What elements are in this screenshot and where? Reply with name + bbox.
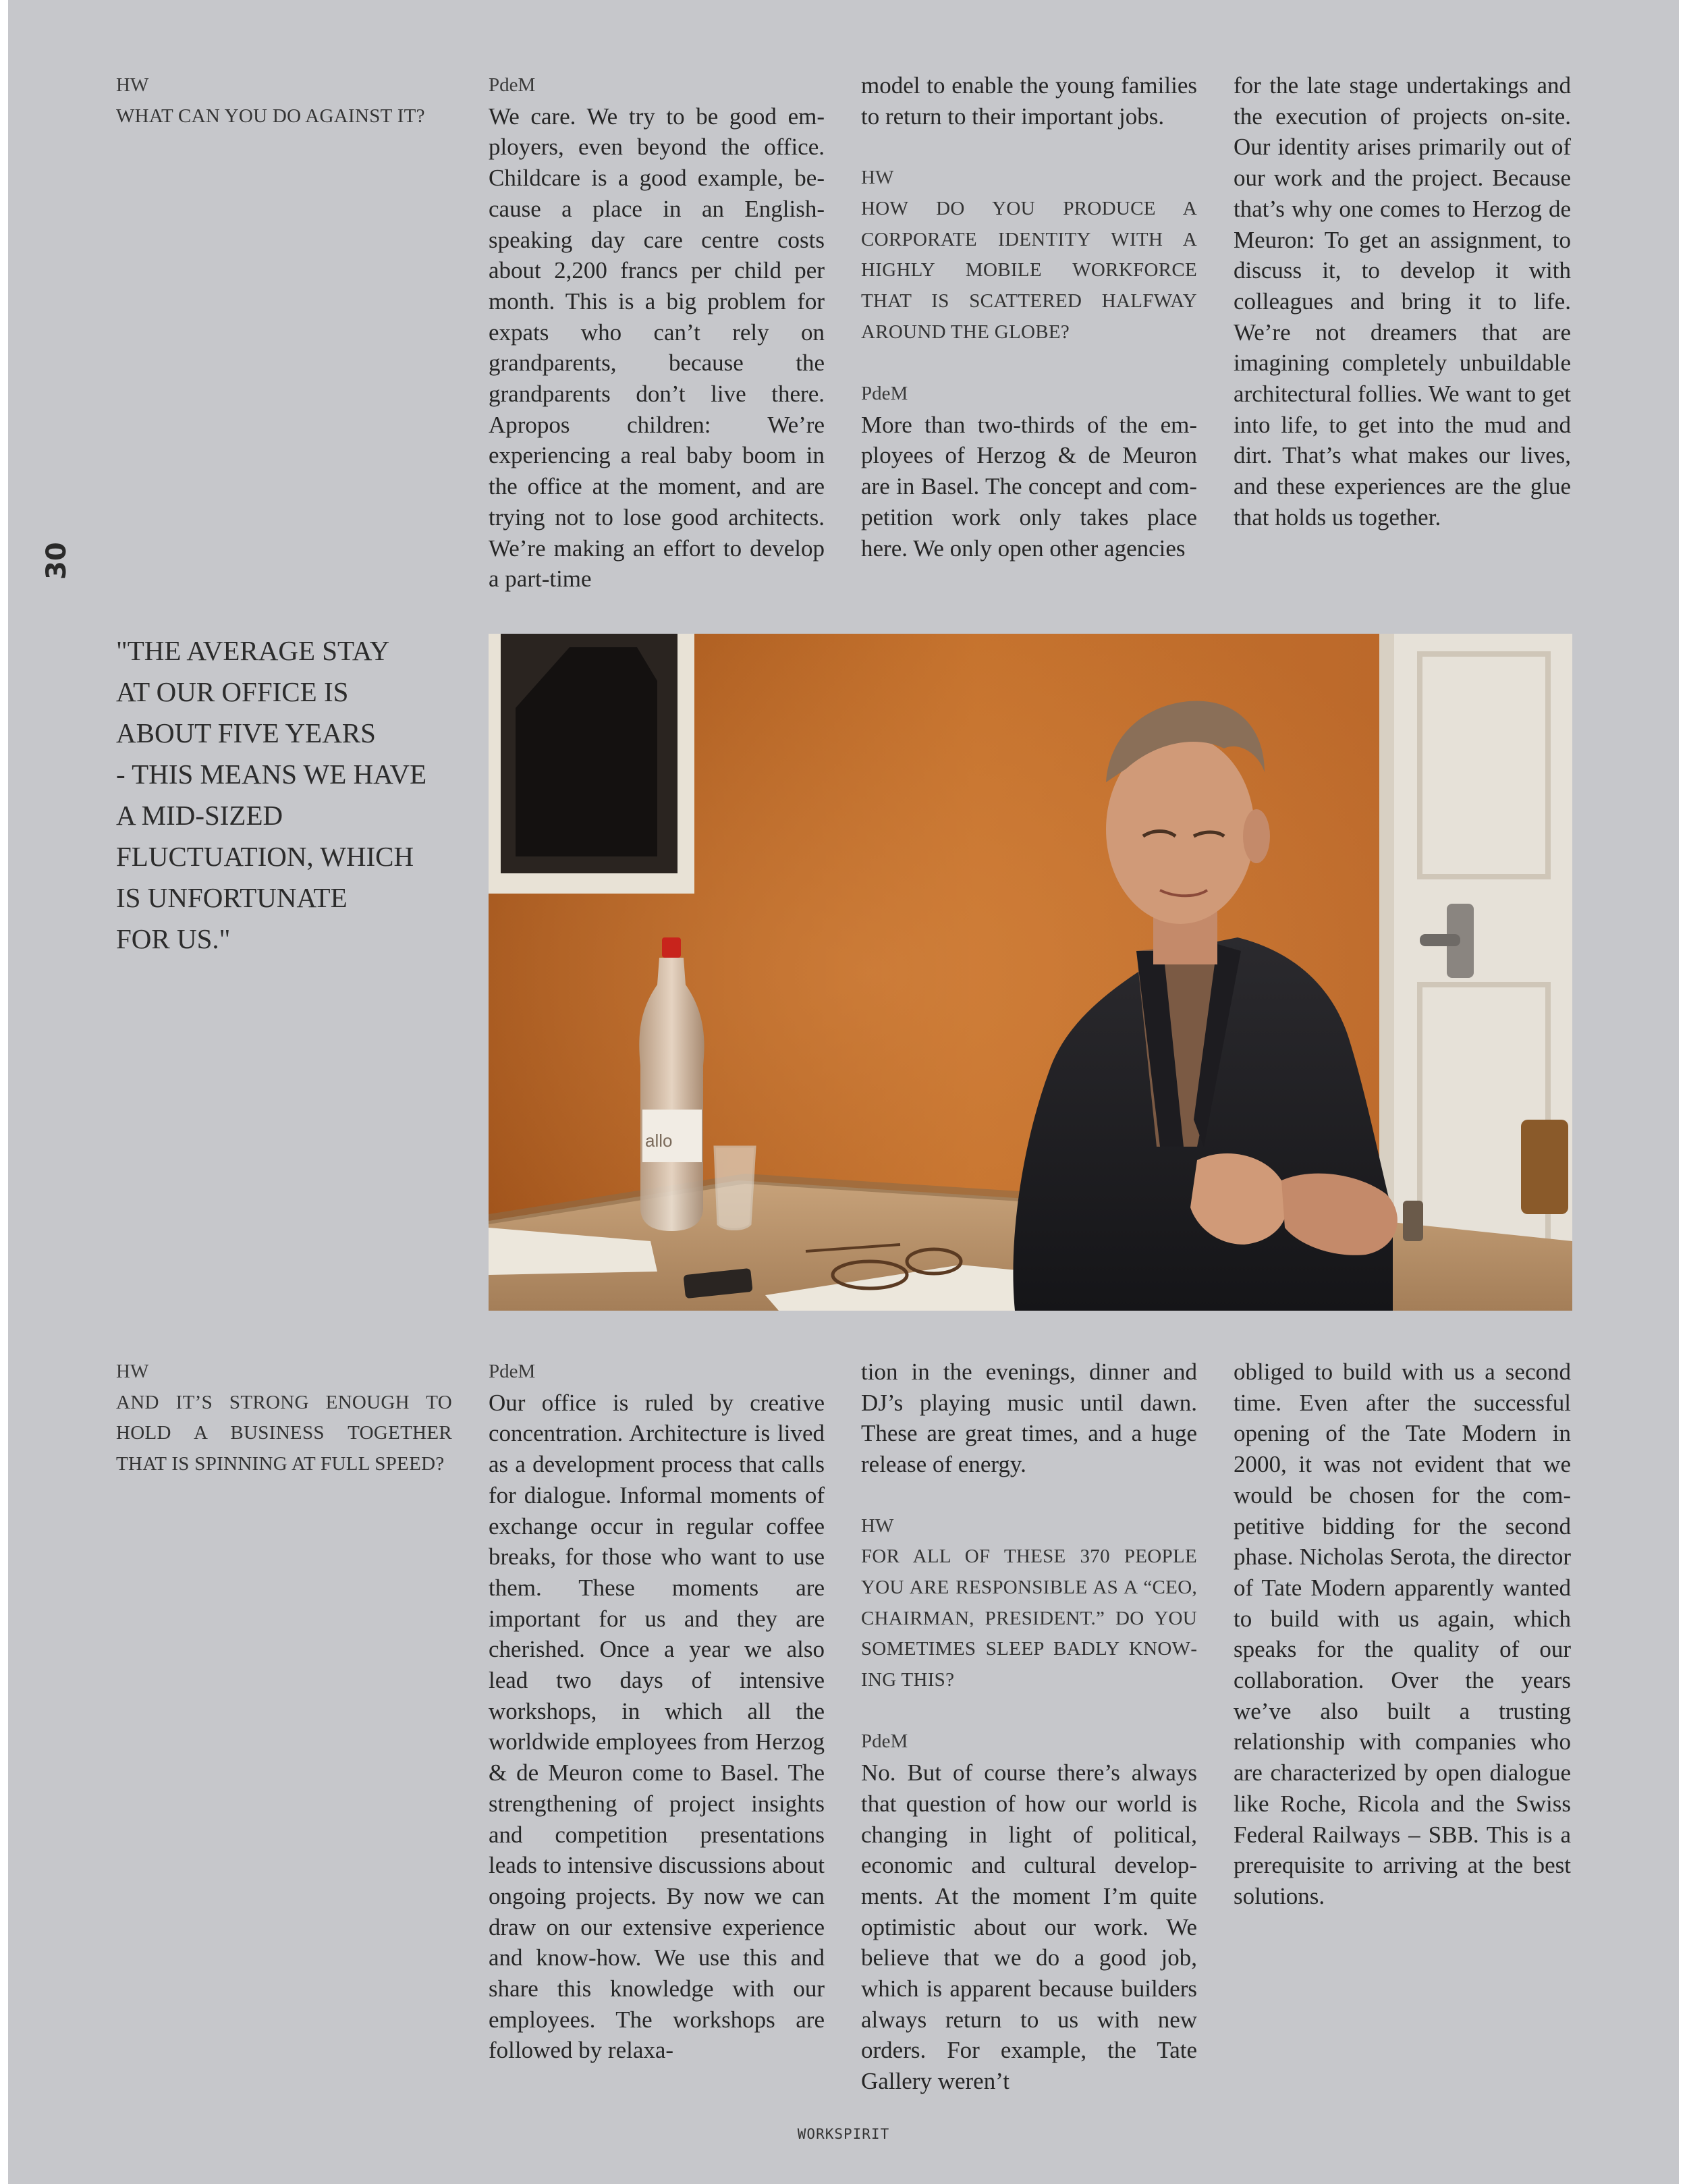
top-col-3: [861, 70, 1197, 564]
bottom-col-1: [116, 1357, 452, 1480]
paragraph-gap: [861, 132, 1197, 163]
speaker-label: HW: [861, 1514, 894, 1537]
question-text: AND IT’S STRONG ENOUGH TO HOLD A BUSINESS TOGETHER THAT IS SPINNING AT FULL SPEED?: [116, 1391, 452, 1475]
speaker-label: PdeM: [489, 74, 536, 96]
top-col-1: [116, 70, 453, 132]
speaker-label: HW: [116, 1361, 149, 1382]
answer-text: No. But of course there’s always that question of how our world is changing in light of political, economic and cultural developments. At the moment I’m quite optimistic about our work. We believe that we do a good job, which is apparent because builders always return to us with new orders. For example, the Tate Gallery weren’t: [861, 1759, 1197, 2095]
speaker-label: HW: [116, 74, 149, 96]
answer-text: We care. We try to be good employers, even beyond the office. Childcare is a good example, because a place in an English-speaking day care centre costs about 2,200 francs per child per month. This is a big problem for expats who can’t rely on grandparents, because the grandparents don’t live there. Apropos children: We’re experiencing a real baby boom in the office at the moment, and are trying not to lose good architects. We’re making an effort to develop a part-time: [489, 103, 825, 593]
top-col-4: [1234, 70, 1571, 533]
top-col-2: [489, 70, 825, 595]
bottom-col-4: [1234, 1357, 1571, 1912]
footer-brand: WORKSPIRIT: [797, 2126, 890, 2142]
question-text: FOR ALL OF THESE 370 PEOPLE YOU ARE RESPONSIBLE AS A “CEO, CHAIRMAN, PRESIDENT.” DO YOU SOMETIMES SLEEP BADLY KNOWING THIS?: [861, 1546, 1197, 1691]
page-number: [39, 530, 74, 591]
pull-quote: "THE AVERAGE STAY AT OUR OFFICE IS ABOUT FIVE YEARS - THIS MEANS WE HAVE A MID-SIZED FLUCTUATION, WHICH IS UNFORTUNATE FOR US.": [116, 635, 427, 954]
bottom-col-3: [861, 1357, 1197, 2097]
photo-illustration: [489, 634, 1572, 1311]
answer-text: Our office is ruled by creative concentration. Architecture is lived as a development process that calls for dialogue. Informal moments of exchange occur in regular coffee breaks, for those who want to use them. These moments are important for us and they are cherished. Once a year we also lead two days of intensive workshops, in which all the worldwide employees from Herzog & de Meuron come to Basel. The strengthening of project insights and competition presentations leads to intensive discussions about ongoing projects. By now we can draw on our extensive experience and know-how. We use this and share this knowledge with our employees. The workshops are followed by relaxa-: [489, 1389, 825, 2064]
answer-text: tion in the evenings, dinner and DJ’s playing music until dawn. These are great times, and a huge release of energy.: [861, 1359, 1197, 1478]
answer-text: More than two-thirds of the employees of Herzog & de Meuron are in Basel. The concept and competition work only takes place here. We only open other agencies: [861, 411, 1197, 562]
bottle-label-text: allo: [645, 1130, 673, 1151]
speaker-label: HW: [861, 167, 894, 189]
speaker-label: PdeM: [861, 1730, 908, 1753]
answer-text: obliged to build with us a second time. Even after the successful opening of the Tate Modern in 2000, it was not evident that we would be chosen for the competitive bidding for the second phase. Nicholas Serota, the director of Tate Modern apparently wanted to build with us again, which speaks for the quality of our collaboration. Over the years we’ve also built a trusting relationship with companies who are characterized by open dialogue like Roche, Ricola and the Swiss Federal Railways – SBB. This is a prerequisite to arriving at the best solutions.: [1234, 1359, 1571, 1909]
answer-text: for the late stage undertakings and the execution of projects on-site. Our identity arises primarily out of our work and the project. Because that’s why one comes to Herzog de Meuron: To get an assignment, to discuss it, to develop it with colleagues and bring it to life. We’re not dreamers that are imagining completely unbuildable architectural follies. We want to get into life, to get into the mud and dirt. That’s what makes our lives, and these experiences are the glue that holds us together.: [1234, 72, 1571, 530]
question-text: HOW DO YOU PRODUCE A CORPORATE IDENTITY WITH A HIGHLY MOBILE WORKFORCE THAT IS SCATTERED HALFWAY AROUND THE GLOBE?: [861, 197, 1197, 343]
interview-photo: [489, 634, 1572, 1311]
paragraph-gap: [861, 348, 1197, 379]
speaker-label: PdeM: [489, 1361, 536, 1382]
page-number-text: 30: [41, 542, 73, 580]
question-text: WHAT CAN YOU DO AGAINST IT?: [116, 105, 425, 127]
paragraph-gap: [861, 1480, 1197, 1511]
answer-text: model to enable the young families to return to their important jobs.: [861, 72, 1197, 130]
paragraph-gap: [861, 1696, 1197, 1727]
bottom-col-2: [489, 1357, 825, 2066]
speaker-label: PdeM: [861, 383, 908, 404]
